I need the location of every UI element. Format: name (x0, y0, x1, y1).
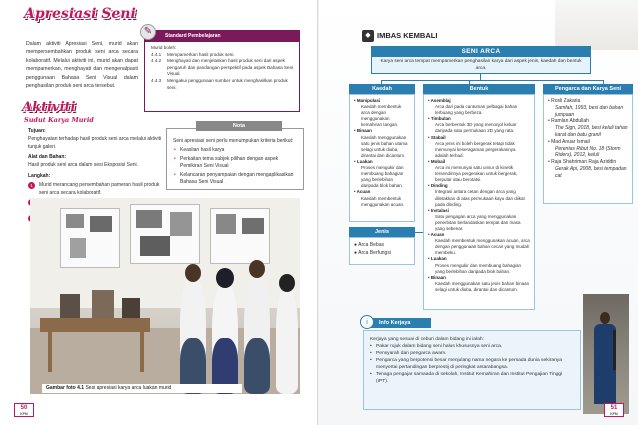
caption-text: Sesi apresiasi karya arca luakan murid (85, 385, 172, 391)
jenis-heading: Jenis (349, 227, 415, 237)
bentuk-box (423, 94, 535, 310)
nota-item: • Perkaitan tema subjek pilihan dengan aspek Pemikiran Seni Visual (173, 156, 298, 170)
kaedah-list (350, 95, 414, 211)
kaedah-entry-head: • Luakan (354, 158, 373, 164)
bentuk-entry-head: • Dinding (428, 183, 448, 189)
seni-arca-box (371, 46, 591, 74)
page-number-left (14, 403, 34, 417)
info-kerjaya-item: • Pensyarah dan pengarca awam. (370, 350, 574, 357)
bentuk-entry-body: Kaedah membentuk menggunakan acuan, arca dengan penggunaan bahan cecair yang mudah membeku. (435, 238, 530, 256)
bentuk-entry-body: Arca jenis ini boleh bergerak tetapi tidak memunyai keseragaman pergerakannya adalah terhad. (435, 140, 516, 158)
photo-display-table (40, 318, 150, 332)
photo-artwork (90, 216, 112, 232)
bentuk-entry-body: Satu pengagan arca yang menggunakan penerbitan berlandaskan tempat dan masa yang sebenar. (435, 213, 521, 231)
photo-artwork (170, 212, 192, 236)
photo-artwork (216, 214, 236, 234)
speaker-head (600, 312, 610, 324)
kaedah-entry-head: • Manipulasi (354, 98, 381, 103)
kpm-logo: KPM (20, 412, 28, 416)
seni-arca-heading: SENI ARCA (372, 47, 590, 57)
kaedah-heading: Kaedah (349, 84, 415, 94)
step-item (28, 182, 168, 198)
photo-student-trousers (244, 338, 270, 394)
jenis-item: ● Arca Bebas (354, 242, 384, 248)
step-number: 1 (28, 182, 35, 189)
standard-body (151, 45, 295, 91)
photo-artwork (136, 210, 162, 228)
bentuk-entry-head: • Mobail (428, 158, 446, 164)
alat-text: Hasil produk seni arca dalam sesi Eksposisi Seni. (28, 162, 139, 169)
apresiasi-seni-title: Apresiasi Seni (24, 6, 136, 22)
info-kerjaya-item: • Tenaga pengajar samaada di sekolah, Institut Kemahiran dan Institut Pengajian Tinggi (IPT). (370, 371, 574, 385)
photo-student (276, 288, 298, 394)
caption-label: Gambar foto 4.1 (46, 385, 85, 391)
bentuk-entry-body: Proses mengukir dan membuang bahagian yang berlebihan daripada blok bahan. (435, 262, 522, 274)
pengarca-name: • Ramlan Abdullah (548, 118, 589, 125)
standard-code: 4.4.3 (151, 77, 162, 83)
standard-item (151, 58, 295, 78)
kaedah-entry-body: Proses mengukir dan membuang bahagian yang berlebihan daripada blok bahan. (361, 165, 404, 189)
nota-list (173, 147, 298, 186)
connector-line (381, 80, 603, 81)
bentuk-entry-body: Kaedah menggunakan satu jenis bahan binaan selagi untuk diuba, dirantai dan dicantum. (435, 280, 530, 292)
kaedah-entry-head: • Acuan (354, 189, 371, 195)
right-page (319, 0, 638, 425)
info-kerjaya-box (363, 330, 581, 410)
aktiviti-subtitle: Sudut Karya Murid (24, 116, 94, 124)
kaedah-box (349, 94, 415, 222)
bentuk-entry-head: • Acuan (428, 232, 445, 238)
pengarca-box (543, 94, 633, 204)
bentuk-entry-head: • Instalasi (428, 207, 449, 213)
standard-text: Mempamerkan hasil produk seni. (167, 51, 235, 57)
info-kerjaya-tag: Info Kerjaya (367, 318, 431, 328)
microphone-stand (613, 330, 616, 370)
info-kerjaya-item: • Pakar rujuk dalam bidang seni halus khususnya seni arca. (370, 343, 574, 350)
pengarca-heading: Pengarca dan Karya Seni (543, 84, 633, 94)
nota-body (173, 138, 298, 186)
jenis-list (350, 238, 414, 260)
page-number: 51 (610, 405, 618, 411)
nota-intro: Seni apresiasi seni perlu menumpukan kriteria berikut: (173, 138, 294, 144)
tujuan-label: Tujuan: (28, 128, 46, 134)
pengarca-work: Samfah, 1993, besi dan bahan jumpaan (555, 104, 624, 118)
jenis-box (349, 237, 415, 265)
photo-sculpture (92, 290, 114, 318)
info-kerjaya-body (364, 331, 580, 390)
pengarca-work: Gerak Api, 2008, besi tempadan cat (555, 165, 627, 179)
standard-heading: Standard Pembelajaran (145, 31, 299, 42)
pengarca-name: • Rosli Zakaria (548, 98, 581, 104)
bulb-icon: ✎ (140, 24, 156, 40)
page-number-right (604, 403, 624, 417)
nota-item: • Keaslian hasil karya (173, 147, 298, 154)
photo-student-head (279, 274, 295, 292)
bentuk-heading: Bentuk (423, 84, 535, 94)
photo-artwork (66, 214, 84, 228)
connector-line (415, 232, 423, 233)
seni-arca-description: Karya seni arca tempat mempamerkan penghasilan karya dari aspek jenis, kaedah dan bentuk arca. (380, 59, 582, 71)
bentuk-entry-body: Arca dari pada cantuman pelbagai bahan terbuang yang berbeza. (435, 104, 518, 116)
standard-intro: Murid boleh: (151, 45, 177, 50)
kaedah-entry-body: Kaedah membentuk arca dengan menggunakan kemahiran tangan. (361, 104, 402, 128)
bentuk-entry-body: Arca ini memunyai satu unsur di kinetik tersendirinya pergerakan untuk bergerak, berputar atau berotatsi. (435, 165, 518, 183)
standard-item (151, 52, 295, 59)
kpm-logo: KPM (610, 412, 618, 416)
top-corner-photo (555, 0, 638, 50)
imbas-kembali-title: IMBAS KEMBALI (377, 31, 438, 40)
bentuk-entry-head: • Luakan (428, 256, 447, 262)
standard-item (151, 78, 295, 91)
jenis-item: ● Arca Berfungsi (354, 250, 391, 256)
photo-artwork (242, 218, 264, 234)
step-text: Murid merancang persembahan pameran hasil produk seni arca secara kolaboratif. (39, 181, 160, 196)
standard-pembelajaran-box (144, 30, 300, 112)
bentuk-entry-head: • Asemblaj (428, 98, 451, 103)
alat-label: Alat dan Bahan: (28, 154, 67, 161)
standard-code: 4.4.2 (151, 58, 162, 64)
pengarca-list (544, 95, 632, 183)
speaker-photo (583, 294, 629, 414)
pengarca-work: The Sign, 2018, besi keluli tahan karat dan batu granit (555, 125, 628, 138)
tujuan-text: Penghayatan terhadap hasil produk seni arca melalui aktiviti tunjuk galeri. (28, 135, 162, 150)
nota-item: • Kelancaran penyampaian dengan mengaplikasikan Bahasa Seni Visual (173, 172, 298, 186)
pengarca-name: • Raja Shahriman Raja Aziddin (548, 159, 617, 166)
photo-sculpture (122, 298, 140, 318)
standard-text: Menghayati dan menjelaskan hasil produk seni dari aspek pengaruh dan pandangan perspektif pada aspek Bahasa Seni Visual. (167, 58, 294, 77)
photo-student-head (185, 264, 201, 282)
photo-artwork (140, 236, 170, 256)
kaedah-entry-body: Kaedah membentuk menggunakan acuan. (361, 195, 405, 207)
intro-paragraph: Dalam aktiviti Apresiasi Seni, murid akan mempersembahkan produk seni arca secara kolaboratif. Melalui aktiviti ini, murid akan dapat mempamerkan, menghayati dan mengenalpasti penggunaan Bahasa Seni Visual dalam penghasilan produk seni arca tersebut. (26, 41, 138, 90)
kaedah-entry-body: Kaedah menggunakan satu jenis bahan utama selagi untuk diuba, dirantai dan dicantum. (361, 134, 408, 158)
bentuk-entry-body: Integrasi antara cetan dengan arca yang diletakkan di atas permukaan kayu dan diikat pada dinding. (435, 189, 525, 207)
photo-table-leg (140, 332, 144, 372)
pengarca-work: Perentas Ribut No. 18 (Storm Riders), 2012, keluli (555, 145, 621, 159)
bentuk-entry-body: Arca berbentuk 3D yang menonjol keluar daripada satu permukaan 2D yang rata. (435, 122, 517, 134)
kaedah-entry-head: • Binaan (354, 128, 372, 134)
langkah-label: Langkah: (28, 172, 51, 179)
gallery-photo (30, 198, 300, 394)
bentuk-entry-head: • Stabail (428, 134, 446, 140)
imbas-icon: ◆ (362, 30, 374, 42)
photo-sculpture (60, 294, 80, 318)
photo-student-head (249, 260, 265, 278)
info-kerjaya-item: • Pengarca yang berpotensi besar menjulang nama negara ke persada dunia sekiranya menyertai pertandingan berprestij di peringkat antarabangsa. (370, 357, 574, 371)
bentuk-list (424, 95, 534, 296)
bentuk-entry-head: • Binaan (428, 274, 446, 280)
photo-artwork (70, 238, 86, 258)
info-kerjaya-list (370, 343, 574, 385)
bentuk-entry-head: • Timbulan (428, 116, 451, 122)
info-icon: i (360, 315, 374, 329)
info-kerjaya-intro: Kerjaya yang sesuai di ceburi dalam bidang ini ialah: (370, 337, 484, 342)
photo-table-leg (48, 332, 52, 372)
pengarca-name: • Mad Anuar Ismail (548, 138, 590, 145)
standard-code: 4.4.1 (151, 51, 162, 57)
nota-box (166, 128, 304, 190)
photo-student-head (216, 268, 234, 288)
aktiviti-title: Aktiviti (22, 100, 76, 115)
nota-tag: Nota (196, 121, 282, 131)
photo-caption (42, 384, 242, 393)
standard-text: Mengakui penggunaan sumber untuk menghasilkan produk seni. (167, 77, 288, 90)
page-number: 50 (20, 405, 28, 411)
